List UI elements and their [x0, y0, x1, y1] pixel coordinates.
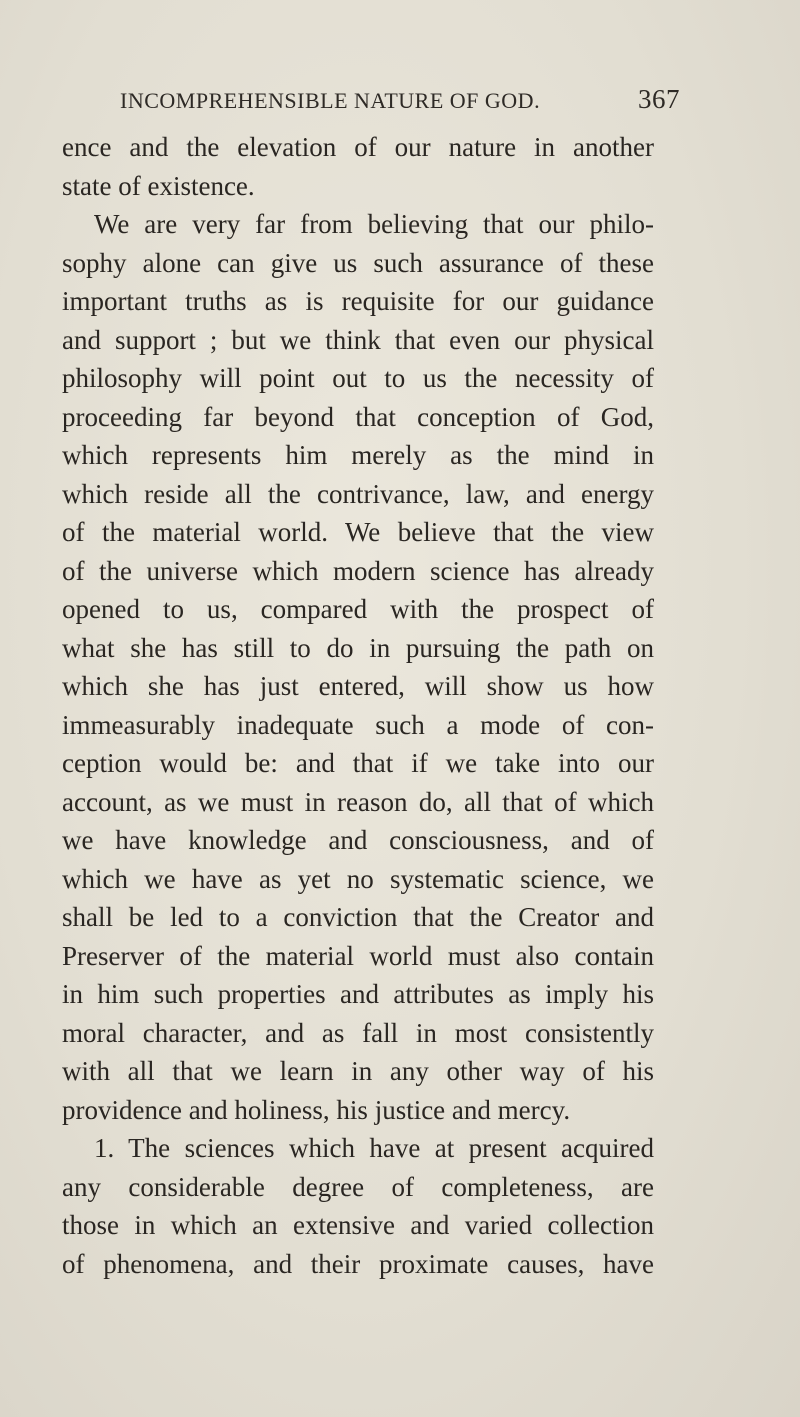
- text-line: with all that we learn in any other way of his: [62, 1056, 654, 1086]
- text-line: We are very far from believing that our philo-: [94, 209, 654, 239]
- text-line: ception would be: and that if we take into our: [62, 748, 654, 778]
- text-line: we have knowledge and consciousness, and of: [62, 825, 654, 855]
- text-line: immeasurably inadequate such a mode of con-: [62, 709, 654, 740]
- text-line: in him such properties and attributes as imply his: [62, 979, 654, 1009]
- text-line: which we have as yet no systematic science, we: [62, 863, 654, 894]
- text-line: moral character, and as fall in most consistently: [62, 1017, 654, 1048]
- text-line: those in which an extensive and varied collection: [62, 1210, 654, 1240]
- page-number: 367: [638, 84, 680, 114]
- text-line: of the universe which modern science has already: [62, 555, 654, 586]
- running-head: [120, 84, 680, 120]
- text-line: important truths as is requisite for our guidance: [62, 286, 654, 316]
- text-line: ence and the elevation of our nature in another: [62, 132, 654, 162]
- text-line: shall be led to a conviction that the Creator and: [62, 902, 654, 932]
- text-line: providence and holiness, his justice and mercy.: [62, 1094, 571, 1125]
- text-line: of phenomena, and their proximate causes, have: [62, 1248, 654, 1279]
- text-line: which reside all the contrivance, law, and energy: [62, 478, 654, 509]
- text-line: and support ; but we think that even our physical: [62, 324, 654, 355]
- text-line: what she has still to do in pursuing the path on: [62, 632, 654, 663]
- text-line: of the material world. We believe that the view: [62, 517, 654, 547]
- text-line: account, as we must in reason do, all that of which: [62, 786, 654, 817]
- text-line: opened to us, compared with the prospect of: [62, 594, 654, 624]
- text-line: any considerable degree of completeness, are: [62, 1171, 654, 1202]
- text-line: state of existence.: [62, 170, 255, 201]
- text-line: sophy alone can give us such assurance of these: [62, 247, 654, 278]
- running-title: INCOMPREHENSIBLE NATURE OF GOD.: [120, 88, 541, 113]
- text-line: which she has just entered, will show us how: [62, 671, 654, 701]
- text-line: philosophy will point out to us the necessity of: [62, 363, 654, 393]
- text-line: which represents him merely as the mind in: [62, 440, 654, 470]
- text-line: Preserver of the material world must also contain: [62, 940, 654, 971]
- text-line: proceeding far beyond that conception of God,: [62, 401, 654, 432]
- text-line: 1. The sciences which have at present acquired: [94, 1133, 654, 1163]
- body-text: [62, 128, 654, 1283]
